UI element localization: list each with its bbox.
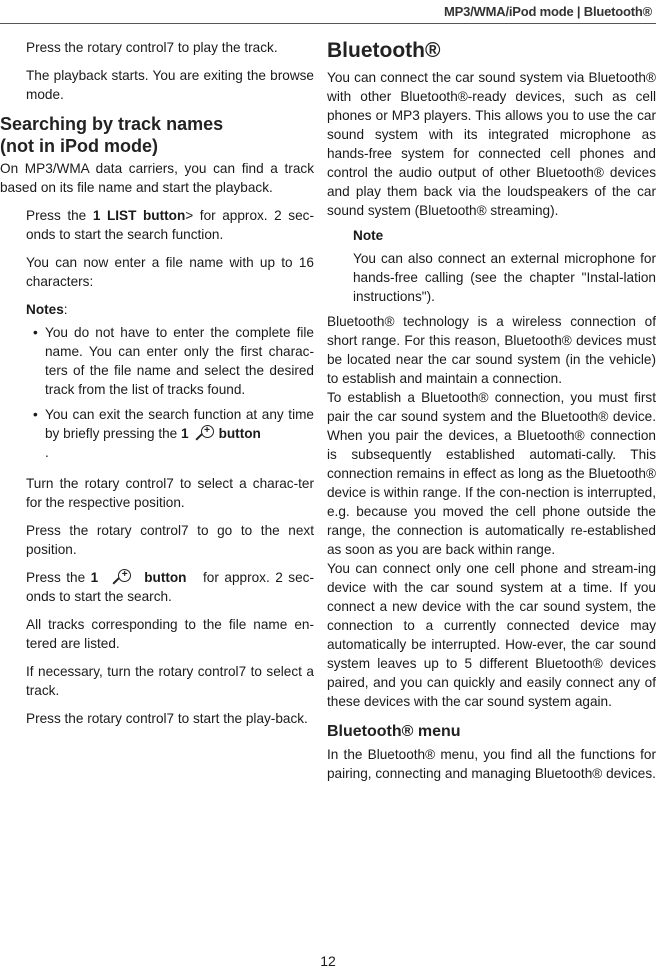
section-title-line2: (not in iPod mode) [0,136,158,156]
step-rotate-char: Turn the rotary control7 to select a charac-ter for the respective position. [26,476,314,510]
note2-text: You can exit the search function at any time by briefly pressing the [45,407,314,441]
page-number: 12 [320,953,336,969]
step-press-search-pre: Press the [26,570,91,585]
step-press-list-pre: Press the [26,208,93,223]
intro-step-play: Press the rotary control7 to play the track. [26,40,278,55]
magnifier-plus-icon: + [193,425,215,441]
list-button-ref: 1 LIST button [92,208,186,223]
search-button-num: 1 [90,570,99,585]
bluetooth-title: Bluetooth® [327,39,441,62]
bluetooth-menu-para: In the Bluetooth® menu, you find all the functions for pairing, connecting and managing Bluetooth® devices. [327,747,656,781]
intro-step-playback-starts: The playback starts. You are exiting the browse mode. [26,68,314,102]
magnifier-plus-icon: + [110,569,132,585]
left-column [0,38,314,737]
note2-end: . [45,445,49,460]
bluetooth-para-multiple: You can connect only one cell phone and stream-ing device with the car sound system at a time. If you connect a new device with the car sound system, the connection to a currently connected device may automatically be interrupted. How-ever, the car sound system leaves up to 5 different Bluetooth® devices paired, and you can quickly and easily connect any of these devices with the car sound system again. [327,561,656,709]
step-press-next: Press the rotary control7 to go to the next position. [26,523,314,557]
section-intro: On MP3/WMA data carriers, you can find a track based on its file name and start the playback. [0,161,314,195]
bluetooth-para-pairing: To establish a Bluetooth® connection, you must first pair the car sound system and the Bluetooth® device. When you pair the devices, a Bluetooth® connection is subsequently established automati-cally. This connection remains in effect as long as the Bluetooth® device is within range. If the con-nection is interrupted, e.g. because you moved the cell phone outside the range, the connection is automatically re-established as soon as you are back within range. [327,390,656,557]
page-header [0,0,656,26]
note-block [327,226,656,306]
search-button-label: button [144,570,187,585]
bullet-dot: • [33,325,38,340]
step-press-search-post: for approx. 2 sec-onds to start the search. [26,570,314,604]
right-column [327,38,656,783]
step-press-list [0,206,314,244]
step-press-list-post: > for approx. 2 sec-onds to start the search function. [26,208,314,242]
note-item [0,405,314,462]
note1-text: You do not have to enter the complete file name. You can enter only the first charac-ters of the file name and select the desired track from the list of tracks found. [45,325,314,397]
note-label: Note [353,228,384,243]
notes-label: Notes [26,302,64,317]
section-title-line1: Searching by track names [0,114,224,134]
bluetooth-menu-title: Bluetooth® menu [327,723,461,740]
notes-heading: Notes: [26,302,68,317]
step-start-playback: Press the rotary control7 to start the play-back. [26,711,308,726]
note-text: You can also connect an external microphone for hands-free calling (see the chapter "Instal-lation instructions"). [353,251,656,304]
step-press-search [0,568,314,606]
step-enter-name: You can now enter a file name with up to 16 characters: [26,255,314,289]
search-button-num: 1 [181,426,189,441]
header-title: MP3/WMA/iPod mode | Bluetooth® [444,4,652,19]
note-item [0,323,314,399]
step-tracks-listed: All tracks corresponding to the file name en-tered are listed. [26,617,314,651]
header-divider [0,23,656,24]
bullet-dot: • [33,407,38,422]
bluetooth-para-range: Bluetooth® technology is a wireless connection of short range. For this reason, Bluetooth® devices must be located near the car sound system (in the vehicle) to establish and maintain a connection. [327,314,656,386]
section-title-search [0,113,314,157]
search-button-label: button [218,426,261,441]
bluetooth-para-intro: You can connect the car sound system via Bluetooth® with other Bluetooth®-ready devices, such as cell phones or MP3 players. This allows you to use the car sound system with its integrated microphone as hands-free system for connected cell phones and control the audio output of other Bluetooth® devices and play them back via the loudspeakers of the car sound system (Bluetooth® streaming). [327,70,656,218]
step-select-track: If necessary, turn the rotary control7 to select a track. [26,664,314,698]
